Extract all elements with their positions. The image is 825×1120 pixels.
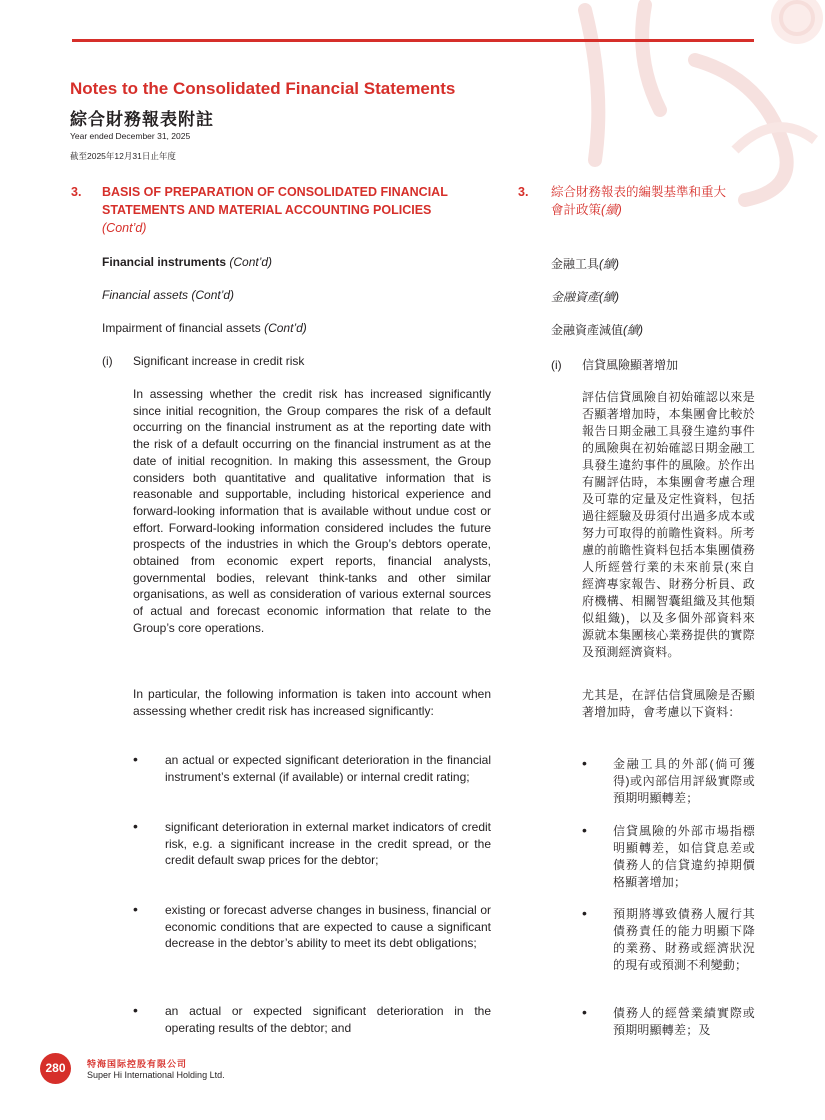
page-number-badge: 280 bbox=[40, 1053, 71, 1084]
bullet-item: an actual or expected significant deterioration in the financial instrument’s external (if available) or internal credit rating; bbox=[165, 753, 491, 784]
bullet-item: significant deterioration in external market indicators of credit risk, e.g. a significant increase in the credit spread, or the credit default swap prices for the debtor; bbox=[165, 820, 491, 868]
paragraph-in-particular-cn: 尤其是，在評估信貸風險是否顯著增加時，會考慮以下資料： bbox=[582, 688, 755, 719]
bullet-symbol-cn: • bbox=[582, 755, 587, 771]
item-label: (i) bbox=[102, 354, 113, 368]
item-label-cn: (i) bbox=[551, 358, 562, 372]
section-title-cn-line2 bbox=[551, 201, 761, 219]
section-number: 3. bbox=[71, 185, 82, 199]
heading-financial-instruments-cn-label: 金融工具 bbox=[551, 257, 600, 271]
decorative-background-illustration bbox=[565, 0, 825, 210]
heading-financial-assets: Financial assets (Cont’d) bbox=[102, 288, 235, 302]
page-title: Notes to the Consolidated Financial Statements bbox=[70, 79, 456, 98]
section-contd: (Cont’d) bbox=[102, 221, 147, 235]
item-title: Significant increase in credit risk bbox=[133, 354, 305, 368]
heading-financial-instruments-contd: (Cont’d) bbox=[229, 255, 273, 269]
section-title-line1: BASIS OF PREPARATION OF CONSOLIDATED FINANCIAL bbox=[102, 185, 448, 199]
heading-financial-assets-cn: 金融資產(續) bbox=[551, 290, 619, 304]
bullet-item: existing or forecast adverse changes in business, financial or economic conditions that are expected to cause a significant decrease in the debtor’s ability to meet its debt obligations; bbox=[165, 903, 491, 951]
paragraph-assessment-cn: 評估信貸風險自初始確認以來是否顯著增加時，本集團會比較於報告日期金融工具發生違約事件的風險與在初始確認日期金融工具發生違約事件的風險。於作出有關評估時，本集團會考慮合理及可靠的定量及定性資料，包括過往經驗及毋須付出過多成本或努力可取得的前瞻性資料。所考慮的前瞻性資料包括本集團債務人所經營行業的未來前景(來自經濟專家報告、財務分析員、政府機構、相關智囊組織及其他類似組織)，以及多個外部資料來源就本集團核心業務提供的實際及預測經濟資料。 bbox=[582, 390, 755, 659]
section-title-cn-line1: 綜合財務報表的編製基準和重大 bbox=[551, 185, 727, 199]
bullet-symbol-cn: • bbox=[582, 1004, 587, 1020]
header-rule bbox=[72, 39, 754, 42]
heading-impairment bbox=[102, 320, 307, 337]
bullet-item-cn: 信貸風險的外部市場指標明顯轉差，如信貸息差或債務人的信貸違約掉期價格顯著增加； bbox=[613, 824, 755, 889]
bullet-item: an actual or expected significant deterioration in the operating results of the debtor; and bbox=[165, 1004, 491, 1035]
heading-financial-instruments-cn-contd: (續) bbox=[599, 257, 620, 271]
section-title-cn bbox=[551, 183, 761, 219]
bullet-symbol: • bbox=[133, 751, 138, 767]
section-number-cn: 3. bbox=[518, 185, 529, 199]
bullet-symbol-cn: • bbox=[582, 822, 587, 838]
page-title-cn: 綜合財務報表附註 bbox=[70, 110, 214, 129]
year-ended-cn: 截至2025年12月31日止年度 bbox=[70, 151, 176, 161]
paragraph-assessment: In assessing whether the credit risk has increased significantly since initial recognition, the Group compares the risk of a default occurring on the financial instrument as at the reporting date with the risk of a default occurring on the financial instrument as at the date of initial recognition. In making this assessment, the Group considers both quantitative and qualitative information that is reasonable and supportable, including historical experience and forward-looking information that is available without undue cost or effort. Forward-looking information considered includes the future prospects of the industries in which the Group’s debtors operate, obtained from economic expert reports, financial analysts, governmental bodies, relevant think-tanks and other similar organisations, as well as consideration of various external sources of actual and forecast economic information that relate to the Group’s core operations. bbox=[133, 387, 491, 635]
bullet-item-cn: 預期將導致債務人履行其債務責任的能力明顯下降的業務、財務或經濟狀況的現有或預測不利變動； bbox=[613, 907, 755, 972]
bullet-symbol: • bbox=[133, 1002, 138, 1018]
bullet-symbol-cn: • bbox=[582, 905, 587, 921]
bullet-item-cn: 債務人的經營業績實際或預期明顯轉差；及 bbox=[613, 1006, 755, 1037]
year-ended: Year ended December 31, 2025 bbox=[70, 131, 191, 141]
bullet-symbol: • bbox=[133, 901, 138, 917]
heading-impairment-cn-contd: (續) bbox=[623, 323, 644, 337]
heading-financial-instruments bbox=[102, 254, 272, 271]
heading-impairment-cn-label: 金融資產減值 bbox=[551, 323, 624, 337]
bullet-item-cn: 金融工具的外部(倘可獲得)或內部信用評級實際或預期明顯轉差； bbox=[613, 757, 755, 805]
section-title-line2: STATEMENTS AND MATERIAL ACCOUNTING POLICIES bbox=[102, 203, 432, 217]
company-name-cn: 特海国际控股有限公司 bbox=[87, 1059, 188, 1069]
paragraph-in-particular: In particular, the following information is taken into account when assessing whether credit risk has increased significantly: bbox=[133, 687, 491, 718]
heading-impairment-contd: (Cont’d) bbox=[264, 321, 307, 335]
heading-impairment-label: Impairment of financial assets bbox=[102, 321, 261, 335]
heading-financial-instruments-cn bbox=[551, 256, 619, 273]
section-title-cn-line2-text: 會計政策 bbox=[551, 203, 602, 217]
bullet-symbol: • bbox=[133, 818, 138, 834]
section-title bbox=[102, 183, 494, 237]
item-title-cn: 信貸風險顯著增加 bbox=[582, 358, 679, 372]
heading-impairment-cn bbox=[551, 322, 643, 339]
heading-financial-instruments-label: Financial instruments bbox=[102, 255, 227, 269]
section-contd-cn: (續) bbox=[601, 203, 622, 217]
company-name-en: Super Hi International Holding Ltd. bbox=[87, 1070, 225, 1080]
